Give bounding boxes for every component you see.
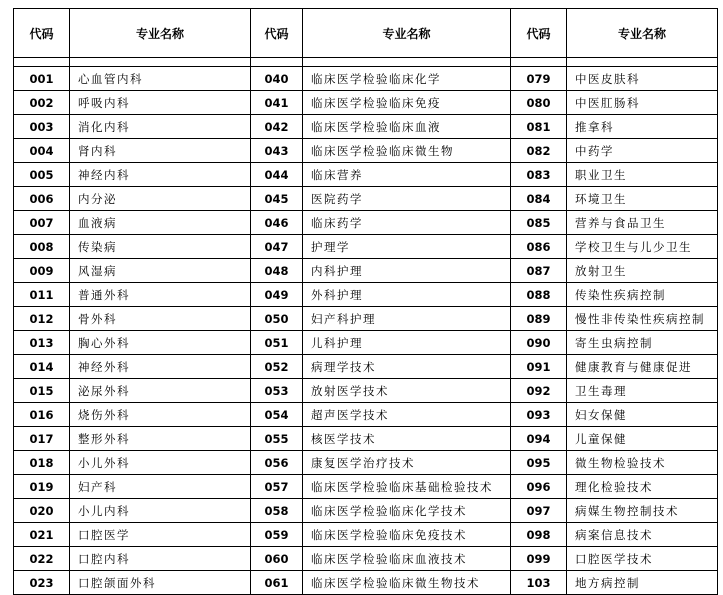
table-row — [14, 379, 718, 403]
specialty-name: 心血管内科 — [70, 67, 251, 91]
specialty-code: 097 — [511, 499, 567, 523]
specialty-code: 085 — [511, 211, 567, 235]
specialty-code: 059 — [251, 523, 303, 547]
header-name: 专业名称 — [567, 9, 718, 58]
specialty-name: 儿科护理 — [303, 331, 511, 355]
specialty-name: 病理学技术 — [303, 355, 511, 379]
specialty-code: 080 — [511, 91, 567, 115]
specialty-name: 普通外科 — [70, 283, 251, 307]
table-body — [14, 58, 718, 595]
specialty-code: 060 — [251, 547, 303, 571]
specialty-name: 内科护理 — [303, 259, 511, 283]
specialty-code: 081 — [511, 115, 567, 139]
table-row — [14, 259, 718, 283]
specialty-name: 超声医学技术 — [303, 403, 511, 427]
specialty-code: 040 — [251, 67, 303, 91]
specialty-name: 微生物检验技术 — [567, 451, 718, 475]
specialty-name: 临床医学检验临床微生物技术 — [303, 571, 511, 595]
specialty-name: 地方病控制 — [567, 571, 718, 595]
specialty-name: 口腔医学 — [70, 523, 251, 547]
specialty-name: 外科护理 — [303, 283, 511, 307]
specialty-code: 089 — [511, 307, 567, 331]
specialty-name: 卫生毒理 — [567, 379, 718, 403]
specialty-name: 临床医学检验临床免疫技术 — [303, 523, 511, 547]
specialty-name: 临床营养 — [303, 163, 511, 187]
table-row — [14, 187, 718, 211]
specialty-code: 045 — [251, 187, 303, 211]
specialty-name: 传染性疾病控制 — [567, 283, 718, 307]
spacer-cell — [567, 58, 718, 67]
specialty-name: 病媒生物控制技术 — [567, 499, 718, 523]
table-row — [14, 571, 718, 595]
specialty-name: 临床医学检验临床化学技术 — [303, 499, 511, 523]
specialty-code: 046 — [251, 211, 303, 235]
specialty-code: 001 — [14, 67, 70, 91]
specialty-code: 053 — [251, 379, 303, 403]
specialty-name: 口腔颌面外科 — [70, 571, 251, 595]
specialty-code: 047 — [251, 235, 303, 259]
table-row — [14, 139, 718, 163]
specialty-name: 职业卫生 — [567, 163, 718, 187]
specialty-name: 妇产科 — [70, 475, 251, 499]
specialty-code: 049 — [251, 283, 303, 307]
specialty-code: 004 — [14, 139, 70, 163]
specialty-name: 临床医学检验临床血液 — [303, 115, 511, 139]
table-row — [14, 499, 718, 523]
specialty-name: 口腔内科 — [70, 547, 251, 571]
specialty-code: 103 — [511, 571, 567, 595]
table-row — [14, 163, 718, 187]
table-row — [14, 331, 718, 355]
specialty-name: 血液病 — [70, 211, 251, 235]
specialty-code: 052 — [251, 355, 303, 379]
header-name: 专业名称 — [303, 9, 511, 58]
specialty-code: 090 — [511, 331, 567, 355]
specialty-name: 病案信息技术 — [567, 523, 718, 547]
specialty-code: 099 — [511, 547, 567, 571]
table-row — [14, 547, 718, 571]
specialty-code-table — [13, 8, 718, 595]
specialty-name: 临床医学检验临床化学 — [303, 67, 511, 91]
specialty-code: 098 — [511, 523, 567, 547]
specialty-name: 神经内科 — [70, 163, 251, 187]
specialty-code: 087 — [511, 259, 567, 283]
specialty-name: 营养与食品卫生 — [567, 211, 718, 235]
specialty-code: 020 — [14, 499, 70, 523]
specialty-name: 消化内科 — [70, 115, 251, 139]
specialty-name: 理化检验技术 — [567, 475, 718, 499]
specialty-code: 021 — [14, 523, 70, 547]
specialty-code: 003 — [14, 115, 70, 139]
specialty-code: 079 — [511, 67, 567, 91]
specialty-name: 推拿科 — [567, 115, 718, 139]
specialty-name: 小儿外科 — [70, 451, 251, 475]
specialty-name: 临床药学 — [303, 211, 511, 235]
specialty-name: 临床医学检验临床血液技术 — [303, 547, 511, 571]
spacer-cell — [303, 58, 511, 67]
specialty-code: 086 — [511, 235, 567, 259]
specialty-code: 015 — [14, 379, 70, 403]
specialty-name: 放射卫生 — [567, 259, 718, 283]
specialty-code: 084 — [511, 187, 567, 211]
specialty-name: 健康教育与健康促进 — [567, 355, 718, 379]
specialty-code: 018 — [14, 451, 70, 475]
spacer-cell — [14, 58, 70, 67]
table-row — [14, 115, 718, 139]
specialty-code: 013 — [14, 331, 70, 355]
specialty-code: 023 — [14, 571, 70, 595]
specialty-name: 泌尿外科 — [70, 379, 251, 403]
specialty-name: 呼吸内科 — [70, 91, 251, 115]
specialty-name: 风湿病 — [70, 259, 251, 283]
specialty-code: 016 — [14, 403, 70, 427]
specialty-name: 整形外科 — [70, 427, 251, 451]
specialty-name: 核医学技术 — [303, 427, 511, 451]
table-row — [14, 235, 718, 259]
specialty-name: 内分泌 — [70, 187, 251, 211]
specialty-name: 慢性非传染性疾病控制 — [567, 307, 718, 331]
specialty-code: 041 — [251, 91, 303, 115]
specialty-name: 口腔医学技术 — [567, 547, 718, 571]
specialty-code: 061 — [251, 571, 303, 595]
specialty-name: 妇女保健 — [567, 403, 718, 427]
specialty-code: 007 — [14, 211, 70, 235]
specialty-code: 042 — [251, 115, 303, 139]
specialty-code: 014 — [14, 355, 70, 379]
specialty-code: 002 — [14, 91, 70, 115]
header-code: 代码 — [511, 9, 567, 58]
specialty-name: 肾内科 — [70, 139, 251, 163]
specialty-code: 095 — [511, 451, 567, 475]
specialty-code: 057 — [251, 475, 303, 499]
specialty-code: 083 — [511, 163, 567, 187]
specialty-name: 康复医学治疗技术 — [303, 451, 511, 475]
specialty-code: 091 — [511, 355, 567, 379]
specialty-code: 088 — [511, 283, 567, 307]
specialty-name: 护理学 — [303, 235, 511, 259]
specialty-code: 022 — [14, 547, 70, 571]
specialty-name: 临床医学检验临床微生物 — [303, 139, 511, 163]
header-code: 代码 — [251, 9, 303, 58]
table-row — [14, 91, 718, 115]
header-code: 代码 — [14, 9, 70, 58]
table-row — [14, 523, 718, 547]
specialty-code: 092 — [511, 379, 567, 403]
specialty-name: 中医皮肤科 — [567, 67, 718, 91]
spacer-cell — [70, 58, 251, 67]
specialty-code: 008 — [14, 235, 70, 259]
specialty-name: 胸心外科 — [70, 331, 251, 355]
specialty-code: 009 — [14, 259, 70, 283]
specialty-code: 012 — [14, 307, 70, 331]
table-header-row — [14, 9, 718, 58]
table-row — [14, 283, 718, 307]
table-row — [14, 427, 718, 451]
specialty-name: 环境卫生 — [567, 187, 718, 211]
table-row — [14, 451, 718, 475]
table-row — [14, 67, 718, 91]
spacer-cell — [251, 58, 303, 67]
specialty-name: 寄生虫病控制 — [567, 331, 718, 355]
specialty-code: 058 — [251, 499, 303, 523]
specialty-name: 学校卫生与儿少卫生 — [567, 235, 718, 259]
specialty-code: 056 — [251, 451, 303, 475]
specialty-code: 051 — [251, 331, 303, 355]
specialty-code: 005 — [14, 163, 70, 187]
specialty-code: 055 — [251, 427, 303, 451]
specialty-code: 043 — [251, 139, 303, 163]
specialty-code: 082 — [511, 139, 567, 163]
spacer-cell — [511, 58, 567, 67]
specialty-name: 骨外科 — [70, 307, 251, 331]
table-row — [14, 307, 718, 331]
specialty-code: 096 — [511, 475, 567, 499]
specialty-name: 临床医学检验临床免疫 — [303, 91, 511, 115]
table-row — [14, 211, 718, 235]
specialty-name: 妇产科护理 — [303, 307, 511, 331]
specialty-name: 神经外科 — [70, 355, 251, 379]
table-row — [14, 355, 718, 379]
specialty-code: 050 — [251, 307, 303, 331]
specialty-code: 006 — [14, 187, 70, 211]
table-spacer-row — [14, 58, 718, 67]
specialty-code: 094 — [511, 427, 567, 451]
specialty-name: 临床医学检验临床基础检验技术 — [303, 475, 511, 499]
specialty-code: 048 — [251, 259, 303, 283]
specialty-code: 093 — [511, 403, 567, 427]
specialty-code: 011 — [14, 283, 70, 307]
specialty-name: 传染病 — [70, 235, 251, 259]
specialty-name: 中医肛肠科 — [567, 91, 718, 115]
specialty-name: 儿童保健 — [567, 427, 718, 451]
specialty-code: 054 — [251, 403, 303, 427]
table-row — [14, 403, 718, 427]
specialty-code: 044 — [251, 163, 303, 187]
specialty-name: 烧伤外科 — [70, 403, 251, 427]
specialty-name: 放射医学技术 — [303, 379, 511, 403]
specialty-code: 017 — [14, 427, 70, 451]
specialty-code: 019 — [14, 475, 70, 499]
table-row — [14, 475, 718, 499]
specialty-name: 医院药学 — [303, 187, 511, 211]
specialty-name: 小儿内科 — [70, 499, 251, 523]
header-name: 专业名称 — [70, 9, 251, 58]
specialty-name: 中药学 — [567, 139, 718, 163]
